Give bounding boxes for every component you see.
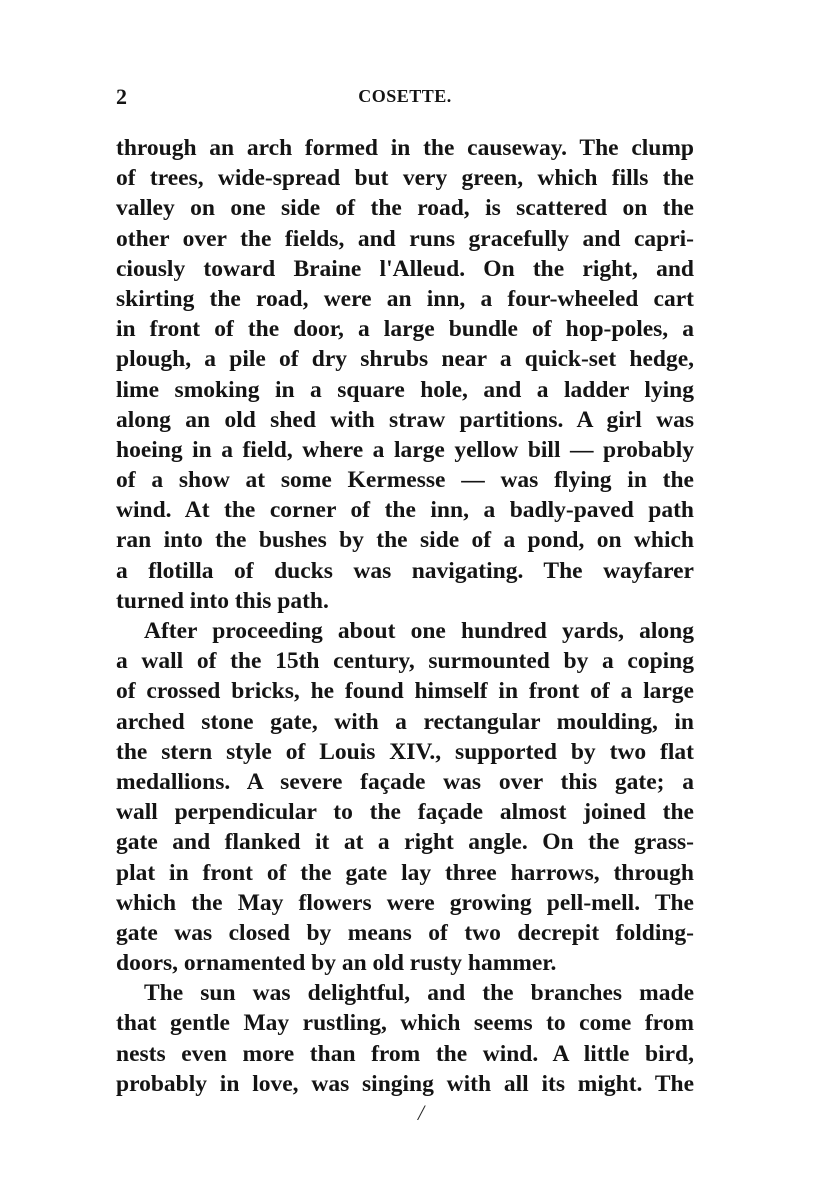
text-line: gate and flanked it at a right angle. On the grass- [116, 829, 694, 856]
text-line: medallions. A severe façade was over this gate; a [116, 768, 694, 795]
text-line: gate was closed by means of two decrepit folding- [116, 919, 694, 946]
text-line: hoeing in a field, where a large yellow bill — probably [116, 436, 694, 463]
text-line: of crossed bricks, he found himself in front of a large [116, 678, 694, 705]
text-line: which the May flowers were growing pell-mell. The [116, 889, 694, 916]
text-line: wind. At the corner of the inn, a badly-paved path [116, 497, 694, 524]
text-line: that gentle May rustling, which seems to come from [116, 1010, 694, 1037]
text-line: lime smoking in a square hole, and a ladder lying [116, 376, 694, 403]
running-title: COSETTE. [358, 86, 452, 106]
text-line: of trees, wide-spread but very green, which fills the [116, 165, 694, 192]
paragraph-1 [116, 133, 694, 616]
text-line: a wall of the 15th century, surmounted by a coping [116, 648, 694, 675]
text-line: the stern style of Louis XIV., supported by two flat [116, 738, 694, 765]
paragraph-2 [116, 616, 694, 978]
printer-mark: / [418, 1100, 425, 1125]
text-line: a flotilla of ducks was navigating. The wayfarer [116, 557, 694, 584]
text-line: skirting the road, were an inn, a four-wheeled cart [116, 285, 694, 312]
text-line: The sun was delightful, and the branches made [144, 980, 694, 1007]
text-line: turned into this path. [116, 587, 329, 614]
text-line: along an old shed with straw partitions. A girl was [116, 406, 694, 433]
running-head [116, 84, 694, 114]
text-line: arched stone gate, with a rectangular moulding, in [116, 708, 694, 735]
text-line: ran into the bushes by the side of a pond, on which [116, 527, 694, 554]
text-line: After proceeding about one hundred yards, along [144, 618, 694, 644]
text-line: valley on one side of the road, is scattered on the [116, 195, 694, 222]
text-line: in front of the door, a large bundle of hop-poles, a [116, 316, 694, 343]
text-line: plat in front of the gate lay three harrows, through [116, 859, 694, 886]
text-line: ciously toward Braine l'Alleud. On the right, and [116, 255, 694, 282]
body-text [116, 133, 694, 1099]
text-line: nests even more than from the wind. A little bird, [116, 1040, 694, 1067]
text-line: other over the fields, and runs gracefully and capri- [116, 225, 694, 252]
text-line: of a show at some Kermesse — was flying in the [116, 467, 694, 494]
text-line: plough, a pile of dry shrubs near a quick-set hedge, [116, 346, 694, 373]
paragraph-3 [116, 978, 694, 1099]
text-line: doors, ornamented by an old rusty hammer. [116, 950, 557, 977]
text-line: wall perpendicular to the façade almost joined the [116, 799, 694, 826]
page-number: 2 [116, 84, 127, 109]
text-line: probably in love, was singing with all its might. The [116, 1070, 694, 1097]
text-line: through an arch formed in the causeway. The clump [116, 135, 694, 161]
